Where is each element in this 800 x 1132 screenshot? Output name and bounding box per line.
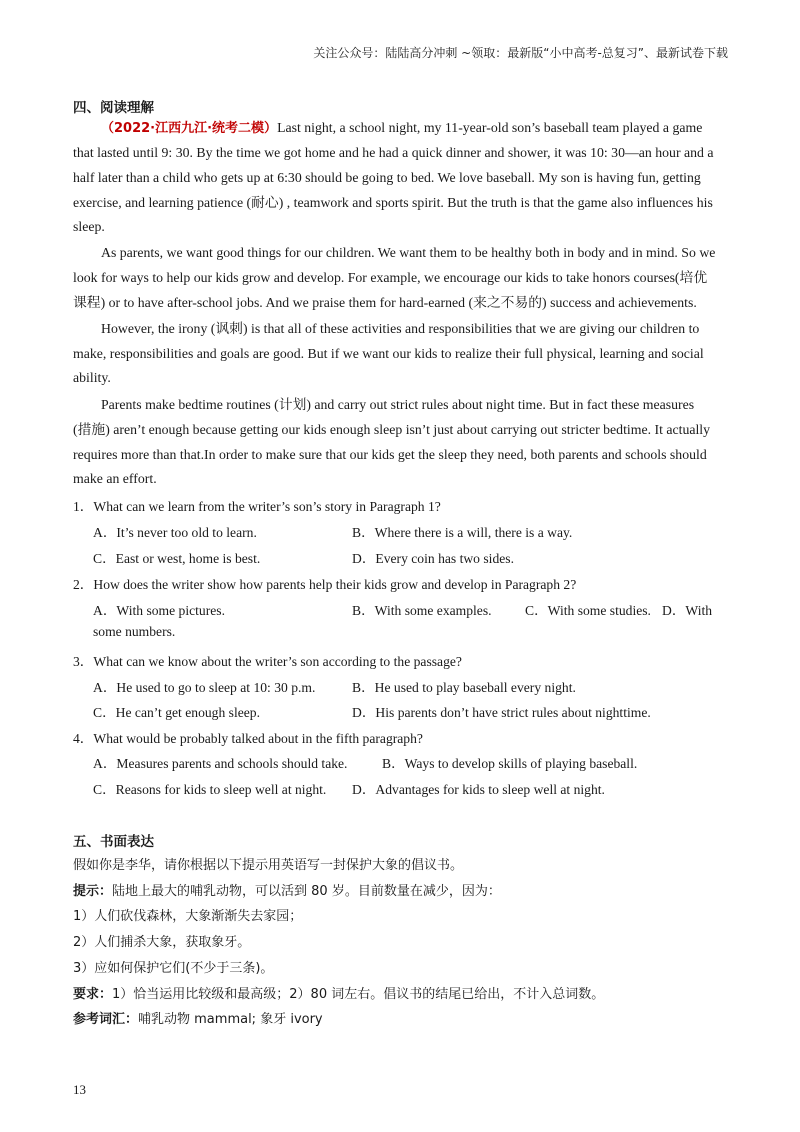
question-2-option-c[interactable]: C．With some studies. (525, 603, 651, 618)
paragraph-1-text: Last night, a school night, my 11-year-old son’s baseball team played a game (277, 120, 703, 135)
paragraph-2-line-1: As parents, we want good things for our children. We want them to be healthy both in body and in mind. So we (101, 245, 716, 260)
paragraph-1-line-3: half later than a child who gets up at 6:30 should be going to bed. We love baseball. My son is having fun, getting (73, 170, 701, 185)
question-1-stem: 1．What can we learn from the writer’s son’s story in Paragraph 1? (73, 499, 441, 514)
requirements-label: 要求： (73, 987, 113, 1002)
question-2-option-a[interactable]: A．With some pictures. (93, 603, 225, 618)
hint-item-1: 1）人们砍伐森林，大象渐渐失去家园； (73, 909, 303, 924)
paragraph-1-line-1 (101, 116, 702, 142)
paragraph-4-line-2: (措施) aren’t enough because getting our kids enough sleep isn’t just about carrying out stricter bedtime. It actually (73, 422, 711, 437)
writing-requirements (73, 983, 604, 1002)
writing-task-intro: 假如你是李华，请你根据以下提示用英语写一封保护大象的倡议书。 (73, 858, 464, 873)
question-4-option-b[interactable]: B．Ways to develop skills of playing baseball. (382, 756, 638, 771)
requirements-text: 1）恰当运用比较级和最高级；2）80 词左右。倡议书的结尾已给出，不计入总词数。 (112, 987, 605, 1002)
question-3-option-d[interactable]: D．His parents don’t have strict rules about nighttime. (352, 705, 651, 720)
reference-vocabulary (73, 1008, 323, 1027)
question-4-stem: 4．What would be probably talked about in the fifth paragraph? (73, 731, 423, 746)
paragraph-4-line-4: make an effort. (73, 471, 157, 486)
vocabulary-label: 参考词汇： (73, 1012, 139, 1027)
source-tag: （2022·江西九江·统考二模） (101, 121, 278, 136)
page-number: 13 (73, 1082, 86, 1097)
hint-text: 陆地上最大的哺乳动物，可以活到 80 岁。目前数量在减少，因为： (112, 884, 501, 899)
paragraph-3-line-2: make, responsibilities and goals are good. But if we want our kids to realize their full physical, learning and social (73, 346, 704, 361)
page-header: 关注公众号：陆陆高分冲刺 ~领取：最新版“小中高考-总复习”、最新试卷下载 (313, 46, 728, 60)
question-1-option-c[interactable]: C．East or west, home is best. (93, 551, 261, 566)
question-3-option-c[interactable]: C．He can’t get enough sleep. (93, 705, 260, 720)
question-2-option-d[interactable]: D．With (662, 603, 713, 618)
paragraph-4-line-3: requires more than that.In order to make sure that our kids get the sleep they need, both parents and schools should (73, 447, 707, 462)
question-3-option-a[interactable]: A．He used to go to sleep at 10: 30 p.m. (93, 680, 316, 695)
question-4-option-c[interactable]: C．Reasons for kids to sleep well at night. (93, 782, 327, 797)
question-1-option-a[interactable]: A．It’s never too old to learn. (93, 525, 257, 540)
question-1-option-b[interactable]: B．Where there is a will, there is a way. (352, 525, 573, 540)
vocabulary-text: 哺乳动物 mammal; 象牙 ivory (138, 1012, 323, 1027)
section-4-title: 四、阅读理解 (73, 100, 154, 116)
paragraph-1-line-5: sleep. (73, 219, 105, 234)
hint-item-3: 3）应如何保护它们(不少于三条)。 (73, 961, 274, 976)
question-2-stem: 2．How does the writer show how parents help their kids grow and develop in Paragraph 2? (73, 577, 577, 592)
section-5-title: 五、书面表达 (73, 834, 154, 850)
paragraph-4-line-1: Parents make bedtime routines (计划) and carry out strict rules about night time. But in fact these measures (101, 397, 695, 412)
paragraph-3-line-1: However, the irony (讽刺) is that all of these activities and responsibilities that we are giving our children to (101, 321, 700, 336)
writing-hint (73, 880, 501, 899)
question-4-option-d[interactable]: D．Advantages for kids to sleep well at night. (352, 782, 605, 797)
question-4-option-a[interactable]: A．Measures parents and schools should take. (93, 756, 348, 771)
question-2-option-b[interactable]: B．With some examples. (352, 603, 492, 618)
paragraph-3-line-3: ability. (73, 370, 111, 385)
question-1-option-d[interactable]: D．Every coin has two sides. (352, 551, 514, 566)
question-3-stem: 3．What can we know about the writer’s son according to the passage? (73, 654, 462, 669)
paragraph-2-line-2: look for ways to help our kids grow and develop. For example, we encourage our kids to take honors courses(培优 (73, 270, 708, 285)
paragraph-1-line-4: exercise, and learning patience (耐心) , teamwork and sports spirit. But the truth is that the game also influences his (73, 195, 713, 210)
paragraph-2-line-3: 课程) or to have after-school jobs. And we praise them for hard-earned (来之不易的) success and achievements. (73, 295, 697, 310)
question-2-option-d-continued[interactable]: some numbers. (93, 624, 176, 639)
paragraph-1-line-2: that lasted until 9: 30. By the time we got home and he had a quick dinner and shower, it was 10: 30—an hour and a (73, 145, 714, 160)
question-3-option-b[interactable]: B．He used to play baseball every night. (352, 680, 576, 695)
hint-label: 提示： (73, 884, 113, 899)
hint-item-2: 2）人们捕杀大象，获取象牙。 (73, 935, 251, 950)
